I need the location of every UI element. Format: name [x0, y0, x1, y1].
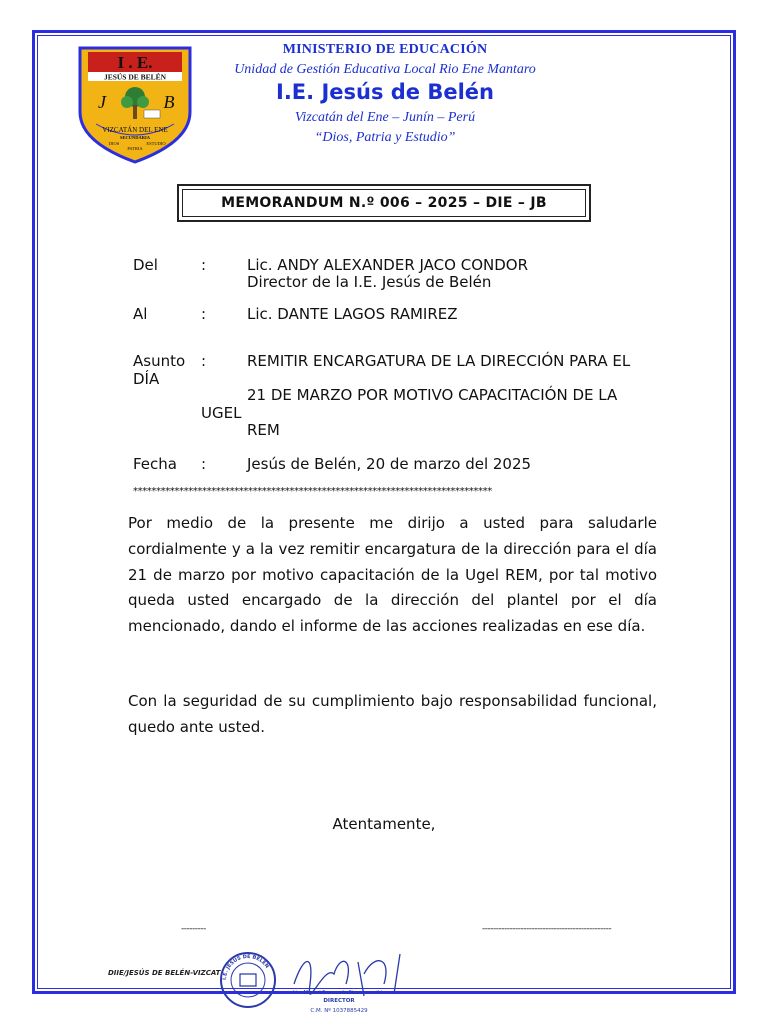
- logo-level: SECUNDARIA: [119, 135, 151, 140]
- location-text: Vizcatán del Ene – Junín – Perú: [294, 110, 476, 125]
- stamp-ring-icon: [221, 953, 275, 1007]
- asunto-colon: :: [201, 352, 207, 370]
- motto-text: “Dios, Patria y Estudio”: [314, 130, 456, 145]
- separator-line: ******************************************************************************: [133, 486, 492, 497]
- body-paragraph-2: Con la seguridad de su cumplimiento bajo responsabilidad funcional, quedo ante usted.: [128, 692, 657, 736]
- footer-code: DIIE/JESÚS DE BELÉN-VIZCAT: [108, 969, 221, 977]
- stamp-emblem-icon: [240, 974, 256, 986]
- al-value: Lic. DANTE LAGOS RAMIREZ: [247, 305, 458, 323]
- logo-word3: ESTUDIO: [146, 141, 166, 146]
- del-colon: :: [201, 256, 207, 274]
- logo-top-letters: I . E.: [117, 53, 153, 72]
- asunto-label-2: DÍA: [133, 370, 160, 388]
- asunto-line-2: 21 DE MARZO POR MOTIVO CAPACITACIÓN DE LA: [247, 386, 618, 404]
- school-logo: [74, 42, 196, 164]
- logo-right-letter: B: [163, 92, 175, 112]
- school-title: I.E. Jesús de Belén: [276, 80, 494, 104]
- asunto-label: Asunto: [133, 352, 186, 370]
- del-label: Del: [133, 256, 158, 274]
- ministry-title: MINISTERIO DE EDUCACIÓN: [282, 42, 488, 57]
- signature-cm: C.M. Nº 1037885429: [310, 1008, 368, 1014]
- del-value-role: Director de la I.E. Jesús de Belén: [247, 273, 492, 291]
- signature-line-right: -----------------------------------------------: [482, 924, 612, 934]
- closing-text: Atentamente,: [332, 815, 436, 833]
- logo-banner-text: JESÚS DE BELÉN: [103, 72, 167, 82]
- al-colon: :: [201, 305, 207, 323]
- logo-left-letter: J: [98, 92, 106, 112]
- signature-name: Lic. Miguel Fernando Pino Arancibia: [292, 990, 386, 996]
- stamp-ring-text: I.E. JESÚS DE BELÉN: [221, 953, 270, 981]
- asunto-line-1: REMITIR ENCARGATURA DE LA DIRECCIÓN PARA EL: [247, 352, 631, 370]
- fecha-label: Fecha: [133, 455, 177, 473]
- fecha-value: Jesús de Belén, 20 de marzo del 2025: [247, 455, 532, 473]
- ugel-title: Unidad de Gestión Educativa Local Rio Ene Mantaro: [234, 62, 536, 77]
- logo-book-icon: [144, 110, 160, 118]
- asunto-line-3: REM: [247, 421, 280, 439]
- body-paragraph-1: Por medio de la presente me dirijo a usted para saludarle cordialmente y a la vez remitir encargatura de la dirección para el día 21 de marzo por motivo capacitación de la Ugel REM, por tal motivo queda usted encargado de la dirección del plantel por el día mencionado, dando el informe de las acciones realizadas en ese día.: [128, 514, 657, 636]
- logo-word2: PATRIA: [127, 146, 143, 151]
- del-value-name: Lic. ANDY ALEXANDER JACO CONDOR: [247, 256, 529, 274]
- asunto-label-3: UGEL: [201, 404, 242, 422]
- logo-word1: DIOS: [108, 141, 120, 146]
- logo-place: VIZCATÁN DEL ENE: [102, 126, 168, 134]
- al-label: Al: [133, 305, 148, 323]
- fecha-colon: :: [201, 455, 207, 473]
- memo-title-box: [177, 184, 591, 222]
- memo-title: MEMORANDUM N.º 006 – 2025 – DIE – JB: [182, 189, 586, 217]
- signature-role: DIRECTOR: [323, 998, 355, 1004]
- signature-line-left: ---------: [181, 924, 206, 934]
- signature-stamp: [214, 944, 414, 1019]
